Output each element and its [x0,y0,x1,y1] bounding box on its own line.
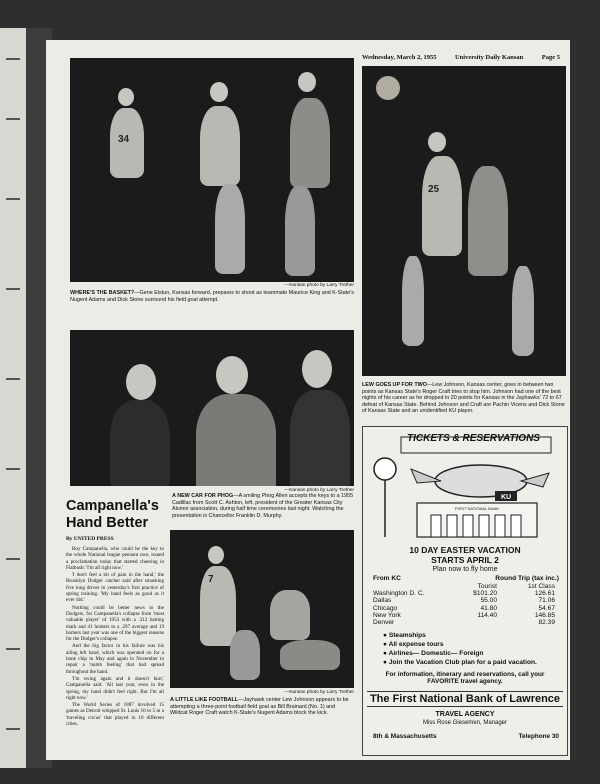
fare-city: Chicago [373,604,398,612]
article-paragraph: The World Series of 1887 involved 15 games as Detroit whipped St. Louis 10 to 5 in a 'traveling circus' that played in 10 different cities. [66,702,164,728]
bank-name: The First National Bank of Lawrence [367,691,563,707]
article-paragraph: Nothing could be better news to the Dodgers, for Campanella's collapse from 'most valuable player' of 1953 with a .312 batting mark and 41 homers to a .207 average and 19 homers last year was one of the biggest reasons for the Dodger's collapse. [66,604,164,643]
fare-row [373,605,559,612]
header-date: Wednesday, March 2, 1955 [362,54,437,61]
article-paragraph: 'I don't feel a bit of pain in the hand,' the Brooklyn Dodger catcher said after smashing five long drives in yesterday's first practice of spring training. 'My hand feels as good as it ever did.' [66,572,164,604]
caption-lead: A LITTLE LIKE FOOTBALL [170,697,239,703]
fare-first: 54.67 [538,604,555,612]
fare-tourist: 41.80 [480,604,497,612]
caption-lead: LEW GOES UP FOR TWO [362,382,427,388]
newspaper-page [46,40,570,760]
caption-text: —A smiling Phog Allen accepts the keys to a 1955 Cadillac from Scott C. Ashton, left, president of the Greater Kansas City Alumni association, during half time ceremonies last night. Watching the presentation is Chancellor Franklin D. Murphy. [172,493,354,519]
caption-text: —Gene Elstun, Kansas forward, prepares to shoot as teammate Maurice King and K-State's Nugent Adams and Dick Stone surround his field goal attempt. [70,290,354,303]
jersey-number: 25 [428,184,440,195]
ad-ku-badge: KU [500,494,512,501]
from-label: From KC [373,575,401,582]
article-paragraph: And the big factor in his failure was his ailing left hand, which was operated on for a bone chip in May and again in November to repair a 'numb feeling' that had spread throughout the hand. [66,643,164,675]
caption-lead: WHERE'S THE BASKET? [70,290,135,296]
fare-table [373,583,559,626]
photo-credit: —Kansan photo by Larry Trether [284,690,354,695]
article-byline: By UNITED PRESS [66,536,114,542]
photo-new-car-for-phog [70,330,354,486]
article-paragraph: Roy Campanella, who could be the key to the whole National league pennant race, issued a proclamation today that started cheering in Flatbush: 'I'm all right now.' [66,546,164,571]
travel-agency-ad [362,426,568,756]
info-line: For information, itinerary and reservations, call your [385,671,545,678]
photo-caption [70,290,354,303]
photo-credit: —Kansan photo by Larry Trether [284,283,354,288]
ad-footer [373,733,559,740]
photo-caption [362,382,566,415]
header-page: Page 5 [541,54,560,61]
photo-lew-goes-up [362,66,566,376]
article-body [66,546,164,728]
bank-phone: Telephone 30 [518,733,559,740]
ad-illustration [371,433,557,541]
fare-header [373,575,559,582]
photo-wheres-the-basket [70,58,354,282]
info-line: FAVORITE travel agency. [427,678,503,686]
col-first-class: 1st Class [527,583,555,590]
photo-credit: —Kansan photo by Larry Trether [284,488,354,493]
caption-lead: A NEW CAR FOR PHOG [172,493,234,499]
caption-text: —Jayhawk center Lew Johnson appears to be attempting a three-point football field goal as Bill Brainard (No. 1) and Wildcat Roger Craft watch K-State's Nugent Adams block the kick. [170,697,349,717]
service-item: ● Airlines— Domestic— Foreign [383,650,484,657]
fare-city: Denver [373,619,395,627]
ad-title-line-1: 10 DAY EASTER VACATION [409,545,521,555]
ad-services [383,631,563,667]
headline-line-1: Campanella's [66,498,159,514]
bank-address: 8th & Massachusetts [373,733,437,740]
service-item: ● All expense tours [383,641,444,648]
fare-tourist: 55.00 [480,597,497,605]
fare-tourist [455,619,497,626]
fare-row [373,590,559,597]
agency-manager: Miss Rose Giesemen, Manager [422,720,508,726]
article-headline [66,498,178,532]
service-item: ● Join the Vacation Club plan for a paid vacation. [383,659,537,666]
photo-caption [170,697,354,717]
jersey-number: 7 [208,574,214,585]
fare-city: Washington D. C. [373,590,425,598]
fare-row [373,612,559,619]
caption-text: —Lew Johnson, Kansas center, goes in between two points as Kansas State's Roger Craft tries to stop him. Johnson had one of the best nights of his career as he dropped in 20 points for Kansas in the Jayhawks' 72 to 67 defeat of Kansas State. Behind Johnson and Craft are Pachin Vicens and Dick Stone of Kansas State and an unidentified KU player. [362,382,565,415]
ad-subtitle: Plan now to fly home [432,566,498,573]
fare-tourist: $101.20 [473,590,497,598]
header-paper: University Daily Kansan [454,54,524,61]
ad-title [363,545,567,565]
fare-row [373,597,559,604]
fare-tourist: 114.40 [477,611,497,619]
page-header [362,54,560,61]
photo-caption [172,493,354,519]
article-paragraph: 'I'm swing again and it doesn't hurt,' Campanella said. 'All last year, even in the spring, my hand didn't feel right. But I'm all right now.' [66,675,164,701]
fare-first: 71.06 [538,597,555,605]
fare-columns [373,583,559,590]
ad-info [363,671,567,686]
fare-first: 146.85 [534,611,555,619]
agency-name: TRAVEL AGENCY [435,711,495,718]
headline-line-2: Hand Better [66,515,149,531]
ad-banner: TICKETS & RESERVATIONS [407,433,540,444]
jersey-number: 34 [118,134,130,145]
photo-a-little-like-football [170,530,354,688]
fare-first: 82.39 [538,619,555,627]
service-item: ● Steamships [383,632,426,639]
ad-building-sign: FIRST NATIONAL BANK [454,506,500,511]
fare-first: 126.61 [534,590,555,598]
col-tourist: Tourist [477,583,497,590]
fare-row [373,619,559,626]
ad-title-line-2: STARTS APRIL 2 [431,555,499,565]
fare-city: New York [373,611,401,619]
fare-city: Dallas [373,597,392,605]
trip-label: Round Trip (tax inc.) [495,575,559,582]
previous-page-edge [0,28,26,768]
